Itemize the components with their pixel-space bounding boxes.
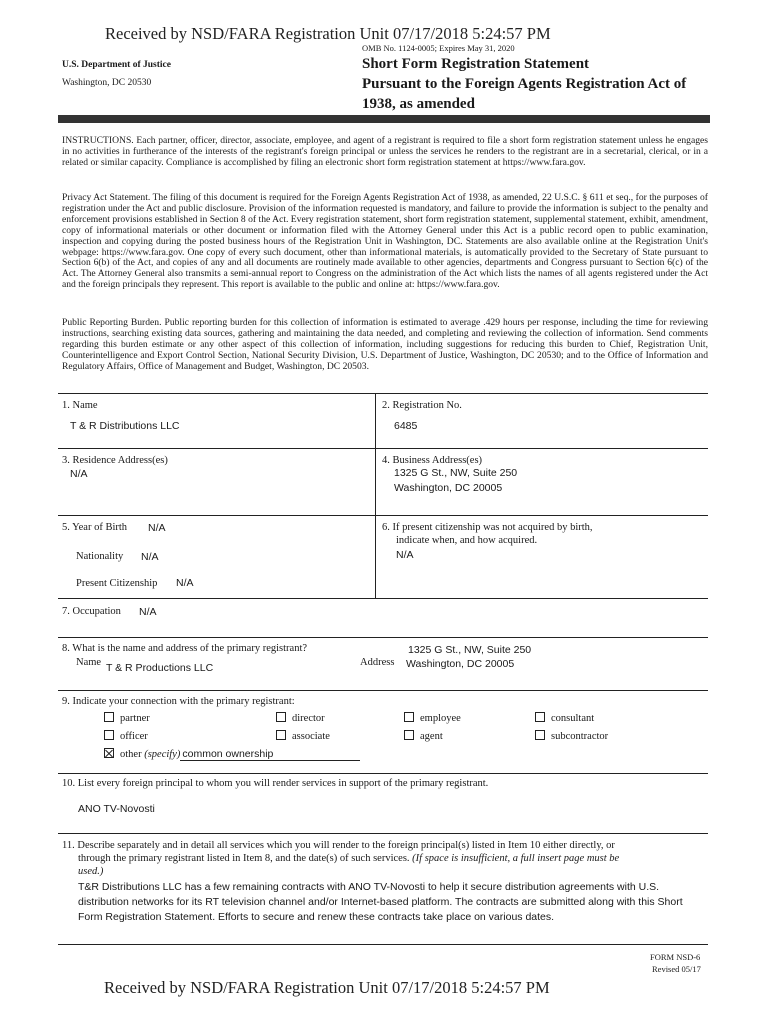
rule [58, 598, 708, 599]
services-description: T&R Distributions LLC has a few remaining contracts with ANO TV-Novosti to help it secure distribution agreements with U.S. distribution networks for its RT television channel and/or Internet-based platform. The contracts are submitted along with this Short Form Registration Statement. Efforts to secure and renew these contracts take place on various dates. [78, 881, 683, 923]
primary-address-line2: Washington, DC 20005 [406, 658, 515, 670]
other-checkbox[interactable] [104, 748, 360, 761]
column-divider [375, 393, 376, 598]
specify-label: (specify) [144, 749, 181, 760]
primary-address-line1: 1325 G St., NW, Suite 250 [408, 644, 532, 656]
received-stamp-top: Received by NSD/FARA Registration Unit 07/17/2018 5:24:57 PM [105, 24, 551, 43]
director-checkbox[interactable] [276, 712, 325, 724]
other-label: other [120, 749, 142, 760]
agent-label: agent [420, 731, 443, 742]
form-title-line2: Pursuant to the Foreign Agents Registration Act of [362, 76, 687, 92]
occupation-label: 7. Occupation [62, 606, 121, 617]
business-address-line2: Washington, DC 20005 [394, 482, 503, 494]
checkbox-box [104, 730, 114, 740]
rule [58, 833, 708, 834]
rule [58, 690, 708, 691]
citizenship-acquired-value: N/A [396, 549, 414, 561]
nationality-label: Nationality [76, 551, 124, 562]
associate-checkbox[interactable] [276, 730, 330, 742]
name-label: 1. Name [62, 400, 98, 411]
primary-registrant-question: 8. What is the name and address of the primary registrant? [62, 643, 308, 654]
services-question-line2-text: through the primary registrant listed in Item 8, and the date(s) of such services. [78, 853, 410, 864]
services-question-line1: 11. Describe separately and in detail all services which you will render to the foreign principal(s) listed in Item 10 either directly, or [62, 840, 615, 851]
form-title-line3: 1938, as amended [362, 96, 475, 112]
form-revision: Revised 05/17 [652, 964, 701, 974]
employee-label: employee [420, 713, 461, 724]
rule [58, 448, 708, 449]
registration-no-label: 2. Registration No. [382, 400, 462, 411]
rule [58, 393, 708, 394]
agent-checkbox[interactable] [404, 730, 443, 742]
registration-no-value: 6485 [394, 420, 418, 432]
checkbox-box [104, 712, 114, 722]
director-label: director [292, 713, 325, 724]
business-address-line1: 1325 G St., NW, Suite 250 [394, 467, 518, 479]
present-citizenship-label: Present Citizenship [76, 578, 158, 589]
business-address-label: 4. Business Address(es) [382, 455, 483, 466]
checkbox-box [535, 712, 545, 722]
checkbox-box [404, 712, 414, 722]
connection-question: 9. Indicate your connection with the primary registrant: [62, 696, 295, 707]
rule [58, 637, 708, 638]
checkbox-box [404, 730, 414, 740]
employee-checkbox[interactable] [404, 712, 461, 724]
subcontractor-label: subcontractor [551, 731, 609, 742]
checkbox-box [276, 712, 286, 722]
citizenship-acquired-label-1: 6. If present citizenship was not acquired by birth, [382, 522, 593, 533]
privacy-act-statement: Privacy Act Statement. The filing of this document is required for the Foreign Agents Registration Act of 1938, as amended, 22 U.S.C. § 611 et seq., for the purposes of registration under the Act and public disclosure. Provision of the information requested is mandatory, and failure to provide the information is subject to the penalty and enforcement provisions established in Section 8 of the Act. Every registration statement, short form registration statement, supplemental statement, exhibit, amendment, copy of informational materials or other document or information filed with the Attorney General under this Act is a public record open to public examination, inspection and copying during the posted business hours of the Registration Unit in Washington, DC. Statements are also available online at the Registration Unit's webpage: https://www.fara.gov. One copy of every such document, other than informational materials, is automatically provided to the Secretary of State pursuant to Section 6(b) of the Act, and copies of any and all documents are routinely made available to other agencies, departments and Congress pursuant to Section 6(c) of the Act. The Attorney General also transmits a semi-annual report to Congress on the administration of the Act which lists the names of all agents registered under the Act and the foreign principals they represent. This report is available to the public and online at: https://www.fara.gov. [62, 192, 708, 291]
associate-label: associate [292, 731, 330, 742]
residence-value: N/A [70, 468, 88, 480]
department: U.S. Department of Justice [62, 60, 171, 70]
other-specify-value[interactable]: common ownership [180, 748, 360, 761]
primary-name-label: Name [76, 657, 102, 668]
omb-number: OMB No. 1124-0005; Expires May 31, 2020 [362, 43, 515, 53]
rule [58, 773, 708, 774]
consultant-checkbox[interactable] [535, 712, 594, 724]
services-question-line3: used.) [78, 866, 104, 877]
header-divider [58, 115, 710, 123]
primary-name-value: T & R Productions LLC [106, 662, 214, 674]
department-city: Washington, DC 20530 [62, 78, 152, 88]
public-reporting-burden: Public Reporting Burden. Public reporting burden for this collection of information is estimated to average .429 hours per response, including the time for reviewing instructions, searching existing data sources, gathering and maintaining the data needed, and completing and reviewing the collection of information. Send comments regarding this burden estimate or any other aspect of this collection of information, including suggestions for reducing this burden to Chief, Registration Unit, Counterintelligence and Export Control Section, National Security Division, U.S. Department of Justice, Washington, DC 20530; and to the Office of Information and Regulatory Affairs, Office of Management and Budget, Washington, DC 20503. [62, 317, 708, 372]
year-of-birth-value: N/A [148, 522, 166, 534]
checkbox-box [276, 730, 286, 740]
checkbox-box [535, 730, 545, 740]
checked-box-icon [104, 748, 114, 758]
form-id: FORM NSD-6 [650, 952, 701, 962]
officer-label: officer [120, 731, 148, 742]
consultant-label: consultant [551, 713, 595, 724]
services-question-line2 [78, 853, 619, 864]
form-title-line1: Short Form Registration Statement [362, 56, 590, 72]
foreign-principals-value: ANO TV-Novosti [78, 803, 155, 815]
occupation-value: N/A [139, 606, 157, 618]
officer-checkbox[interactable] [104, 730, 148, 742]
partner-label: partner [120, 713, 150, 724]
name-value: T & R Distributions LLC [70, 420, 180, 432]
present-citizenship-value: N/A [176, 577, 194, 589]
year-of-birth-label: 5. Year of Birth [62, 522, 128, 533]
primary-address-label: Address [360, 657, 395, 668]
citizenship-acquired-label-2: indicate when, and how acquired. [396, 535, 538, 546]
foreign-principals-question: 10. List every foreign principal to whom you will render services in support of the primary registrant. [62, 778, 489, 789]
received-stamp-bottom: Received by NSD/FARA Registration Unit 07/17/2018 5:24:57 PM [104, 978, 550, 997]
services-question-italic: (If space is insufficient, a full insert page must be [412, 853, 620, 864]
rule [58, 944, 708, 945]
residence-label: 3. Residence Address(es) [62, 455, 168, 466]
instructions-text: INSTRUCTIONS. Each partner, officer, director, associate, employee, and agent of a registrant is required to file a short form registration statement unless he engages in no activities in furtherance of the interests of the registrant's foreign principal or unless the services he renders to the registrant are in a secretarial, clerical, or in a related or similar capacity. Compliance is accomplished by filing an electronic short form registration statement at https://www.fara.gov. [62, 135, 708, 168]
rule [58, 515, 708, 516]
subcontractor-checkbox[interactable] [535, 730, 608, 742]
partner-checkbox[interactable] [104, 712, 150, 724]
nationality-value: N/A [141, 551, 159, 563]
